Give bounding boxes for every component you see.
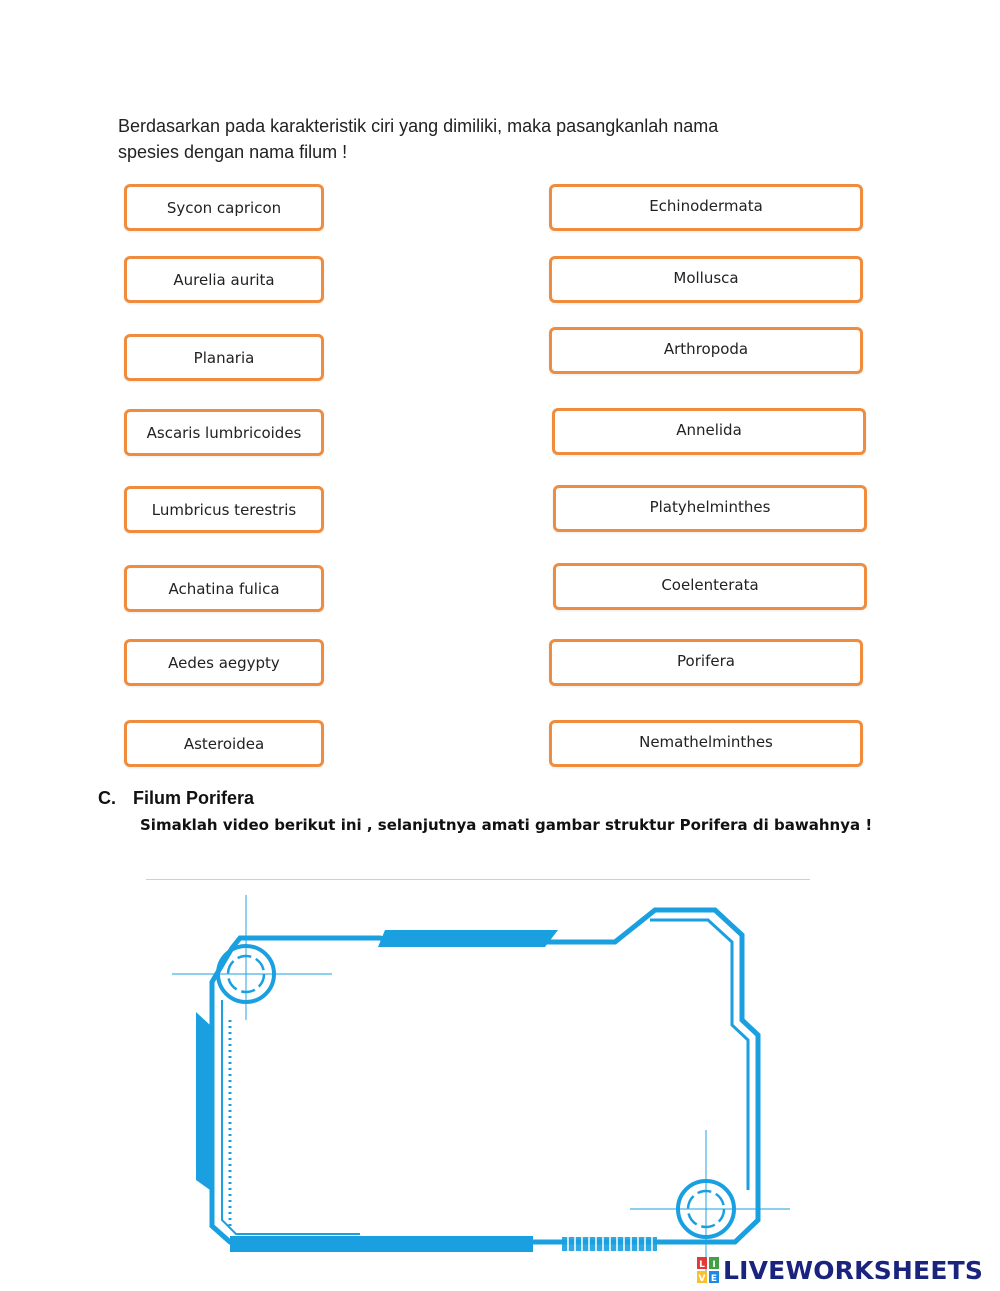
phylum-box-annelida[interactable]: Annelida — [552, 408, 866, 455]
section-instruction: Simaklah video berikut ini , selanjutnya amati gambar struktur Porifera di bawahnya ! — [140, 816, 873, 834]
species-box-aedes-aegypty[interactable]: Aedes aegypty — [124, 639, 324, 686]
brand-name: LIVEWORKSHEETS — [723, 1255, 984, 1285]
phylum-box-nemathelminthes[interactable]: Nemathelminthes — [549, 720, 863, 767]
species-box-achatina-fulica[interactable]: Achatina fulica — [124, 565, 324, 612]
phylum-box-echinodermata[interactable]: Echinodermata — [549, 184, 863, 231]
species-box-planaria[interactable]: Planaria — [124, 334, 324, 381]
species-box-aurelia-aurita[interactable]: Aurelia aurita — [124, 256, 324, 303]
section-letter: C. — [98, 788, 116, 808]
species-box-asteroidea[interactable]: Asteroidea — [124, 720, 324, 767]
instructions-line-2: spesies dengan nama filum ! — [118, 142, 348, 162]
divider — [146, 879, 810, 880]
species-box-sycon-capricon[interactable]: Sycon capricon — [124, 184, 324, 231]
logo-letter-l: L — [699, 1260, 705, 1270]
phylum-box-mollusca[interactable]: Mollusca — [549, 256, 863, 303]
species-box-ascaris-lumbricoides[interactable]: Ascaris lumbricoides — [124, 409, 324, 456]
liveworksheets-brand[interactable] — [697, 1255, 983, 1285]
species-box-lumbricus-terestris[interactable]: Lumbricus terestris — [124, 486, 324, 533]
instructions-line-1: Berdasarkan pada karakteristik ciri yang dimiliki, maka pasangkanlah nama — [118, 116, 719, 136]
logo-letter-e: E — [710, 1274, 718, 1283]
video-frame[interactable] — [160, 890, 800, 1282]
phylum-box-arthropoda[interactable]: Arthropoda — [549, 327, 863, 374]
section-heading — [98, 788, 254, 809]
section-title: Filum Porifera — [133, 788, 255, 808]
instructions-text — [118, 113, 798, 165]
phylum-box-coelenterata[interactable]: Coelenterata — [553, 563, 867, 610]
phylum-box-platyhelminthes[interactable]: Platyhelminthes — [553, 485, 867, 532]
logo-letter-v: V — [698, 1274, 706, 1283]
liveworksheets-logo-icon — [697, 1257, 719, 1283]
phylum-box-porifera[interactable]: Porifera — [549, 639, 863, 686]
logo-letter-i: I — [712, 1260, 716, 1270]
